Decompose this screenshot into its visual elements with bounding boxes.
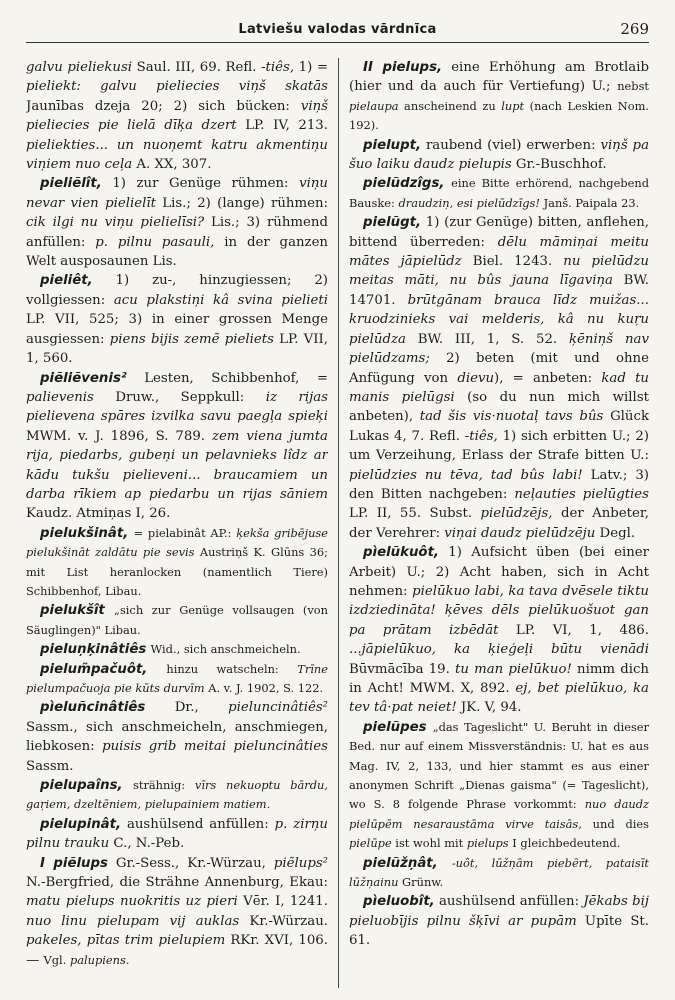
dictionary-entry: pielũžņât, -uôt, lūžņām piebērt, pataisīt lūžņainu Grünw. <box>349 855 649 890</box>
running-title: Latviešu valodas vārdnīca <box>238 22 437 37</box>
dictionary-entry: pielum̃pačuôt, hinzu watscheln: Trīne pielumpačuoja pie kūts durvīm A. v. J. 1902, S. 122. <box>26 661 328 695</box>
dictionary-entry: pielupaîns, strähnig: vīrs nekuoptu bārdu, gaŗiem, dzeltēniem, pielupainiem matiem. <box>26 778 328 812</box>
column-divider <box>338 58 339 988</box>
dictionary-entry: galvu pieliekusi Saul. III, 69. Refl. -tiês, 1) = pieliekt: galvu pieliecies viņš skatās Jaunības dzeja 20; 2) sich bücken: viņš pieliecies pie lielā dīķa dzert LP. IV, 213. pieliekties... un nuoņemt katru akmentiņu viņiem nuo ceļa A. XX, 307. <box>26 60 328 173</box>
dictionary-entry: pieliẽlît, 1) zur Genüge rühmen: viņu nevar vien pielielīt Lis.; 2) (lange) rühmen: cik ilgi nu viņu pielielīsi? Lis.; 3) rühmend anfüllen: p. pilnu pasauli, in der ganzen Welt ausposaunen Lis. <box>26 176 328 270</box>
dictionary-entry: piẽliẽvenis² Lesten, Schibbenhof, = palievenis Druw., Seppkull: iz rijas pielievena spāres izvilka savu paegļa spieķi MWM. v. J. 1896, S. 789. zem viena jumta rija, piedarbs, gubeņi un pelavnieks lîdz ar kādu tukšu pielieveni... braucamiem un darba rīkiem ap piedarbu un rijas sāniem Kaudz. Atmiņas I, 26. <box>26 370 328 522</box>
right-column <box>349 58 649 988</box>
dictionary-entry: pielũgt, 1) (zur Genüge) bitten, anflehen, bittend überreden: dēlu māmiņai meitu mātes jāpielūdz Biel. 1243. nu pielūdzu meitas māti, nu bûs jauna līgaviņa BW. 14701. brūtgānam brauca līdz muižas... kruodzinieks vai melderis, kâ nu kuŗu pielūdza BW. III, 1, S. 52. ķēniņš nav pielūdzams; 2) beten (mit und ohne Anfügung von dievu), = anbeten: kad tu manis pielūgsi (so du nun mich willst anbeten), tad šis vis·nuotaļ tavs bûs Glück Lukas 4, 7. Refl. -tiês, 1) sich erbitten U.; 2) um Verzeihung, Erlass der Strafe bitten U.: pielūdzies nu tēva, tad bûs labi! Latv.; 3) den Bitten nachgeben: neļauties pielūgties LP. II, 55. Subst. pielūdzējs, der Anbeter, der Verehrer: viņai daudz pielūdzēju Degl. <box>349 215 649 541</box>
page-header <box>26 16 649 43</box>
dictionary-entry: pìeluñcinâtiês Dr., pieluncinâtiês² Sassm., sich anschmeicheln, anschmiegen, liebkosen: puisis grib meitai pieluncinâties Sassm. <box>26 700 328 774</box>
dictionary-entry: pieluņķinâtiês Wid., sich anschmeicheln. <box>40 642 301 658</box>
left-column <box>26 58 328 988</box>
dictionary-entry: pielupinât, aushülsend anfüllen: p. zirņu pilnu trauku C., N.-Peb. <box>26 816 328 852</box>
dictionary-entry: pielupt, raubend (viel) erwerben: viņš pa šuo laiku daudz pielupis Gr.-Buschhof. <box>349 137 649 173</box>
dictionary-entry: pielukšinât, = pielabinât AP.: ķekša gribējuse pielukšināt zaldātu pie sevis Austriņš K. Glūns 36; mit List heranlocken (namentlich Tiere) Schibbenhof, Libau. <box>26 525 328 598</box>
dictionary-entry: pìeluobît, aushülsend anfüllen: Jēkabs bij pieluobījis pilnu šķīvi ar pupām Upīte St. 61. <box>349 894 649 949</box>
dictionary-entry: II pielups, eine Erhöhung am Brotlaib (hier und da auch für Vertiefung) U.; nebst pielaupa anscheinend zu lupt (nach Leskien Nom. 192). <box>349 60 649 133</box>
dictionary-entry: pieliêt, 1) zu-, hinzugiessen; 2) vollgiessen: acu plakstiņi kâ svina pielieti LP. VII, 525; 3) in einer grossen Menge ausgiessen: piens bijis zemẽ pieliets LP. VII, 1, 560. <box>26 273 328 367</box>
page-number: 269 <box>620 20 649 38</box>
dictionary-entry: pielukšît „sich zur Genüge vollsaugen (von Säuglingen)" Libau. <box>26 603 328 637</box>
dictionary-entry: pielũdzîgs, eine Bitte erhörend, nachgebend Bauske: draudziņ, esi pielūdzīgs! Janš. Paipala 23. <box>349 176 649 210</box>
dictionary-entry: pìelũkuôt, 1) Aufsicht üben (bei einer Arbeit) U.; 2) Acht haben, sich in Acht nehmen: pielūkuo labi, ka tava dvēsele tiktu izdziedināta! ķēves dēls pielūkuošuot gan pa prātam izbēdāt LP. VI, 1, 486. ...jāpielūkuo, ka ķieģeļi būtu vienādi Būvmācība 19. tu man pielūkuo! nimm dich in Acht! MWM. X, 892. ej, bet pielūkuo, ka tev tâ·pat neiet! JK. V, 94. <box>349 545 649 716</box>
dictionary-entry: I piẽlups Gr.-Sess., Kr.-Würzau, piẽlups² N.-Bergfried, die Strähne Annenburg, Ekau: matu pielups nuokritis uz pieri Vēr. I, 1241. nuo linu pielupam vij auklas Kr.-Würzau. pakeles, pītas trim pielupiem RKr. XVI, 106. — Vgl. palupiens. <box>26 855 328 968</box>
dictionary-entry: pielũpes „das Tageslicht" U. Beruht in dieser Bed. nur auf einem Missverständnis: U. hat es aus Mag. IV, 2, 133, und hier stammt es aus einer anonymen Schrift „Dienas gaisma" (= Tageslicht), wo S. 8 folgende Phrase vorkommt: nuo daudz pielūpēm nesaraustāma virve taisās, und dies pielūpe ist wohl mit pielups I gleichbedeutend. <box>349 719 649 851</box>
